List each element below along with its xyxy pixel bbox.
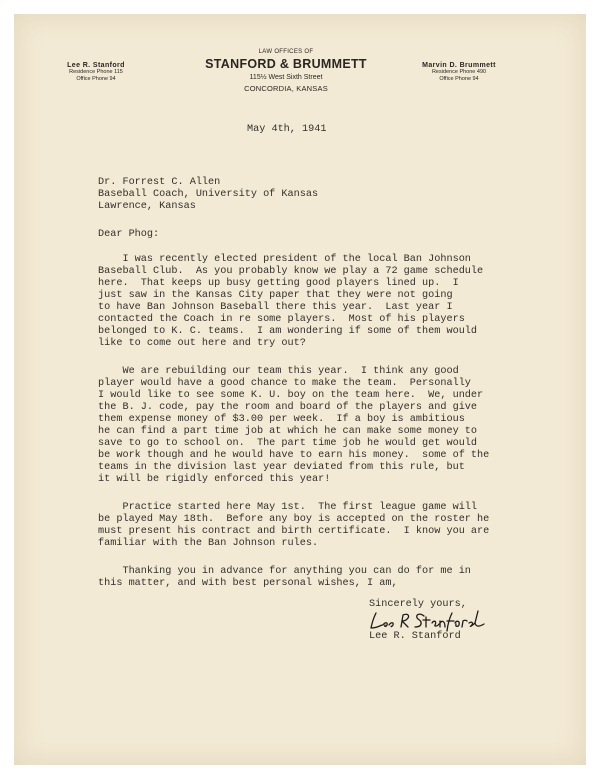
closing: Sincerely yours,: [369, 599, 467, 610]
body-line: teams in the division last year deviated from this rule, but: [98, 462, 465, 473]
body-line: familiar with the Ban Johnson rules.: [98, 538, 319, 549]
body-line: it will be rigidly enforced this year!: [98, 474, 331, 485]
body-line: here. That keeps up busy getting good players lined up. I: [98, 278, 459, 289]
body-line: them expense money of $3.00 per week. If a boy is ambitious: [98, 414, 465, 425]
body-line: must present his contract and birth certificate. I know you are: [98, 526, 490, 537]
firm-city: CONCORDIA, KANSAS: [244, 84, 328, 93]
body-line: save to go to school on. The part time job he would get would: [98, 438, 478, 449]
body-line: Baseball Club. As you probably know we play a 72 game schedule: [98, 266, 484, 277]
body-line: I was recently elected president of the local Ban Johnson: [98, 254, 471, 265]
law-offices-label: LAW OFFICES OF: [258, 49, 314, 55]
body-line: We are rebuilding our team this year. I think any good: [98, 366, 459, 377]
letterhead-left: [46, 62, 146, 83]
body-line: like to come out here and try out?: [98, 338, 306, 349]
body-line: he can find a part time job at which he can make some money to: [98, 426, 478, 437]
residence-phone-left: Residence Phone 115: [69, 69, 123, 75]
body-line: I would like to see some K. U. boy on the team here. We, under: [98, 390, 484, 401]
body-line: belonged to K. C. teams. I am wondering if some of them would: [98, 326, 478, 337]
office-phone-left: Office Phone 94: [76, 76, 116, 82]
firm-name: STANFORD & BRUMMETT: [205, 57, 367, 71]
letterhead-right: [404, 62, 514, 83]
residence-phone-right: Residence Phone 490: [431, 69, 487, 75]
body-line: just saw in the Kansas City paper that they were not going: [98, 290, 453, 301]
body-line: Thanking you in advance for anything you can do for me in: [98, 566, 471, 577]
body-line: contacted the Coach in re some players. Most of his players: [98, 314, 465, 325]
body-line: be work though and he would have to earn his money. some of the: [98, 450, 490, 461]
partner-name-right: Marvin D. Brummett: [422, 62, 496, 69]
body-line: this matter, and with best personal wishes, I am,: [98, 578, 398, 589]
body-line: be played May 18th. Before any boy is accepted on the roster he: [98, 514, 490, 525]
firm-address: 115½ West Sixth Street: [249, 74, 323, 81]
typed-signature-name: Lee R. Stanford: [369, 631, 461, 642]
letterhead-center: [186, 49, 386, 93]
recipient-line: Baseball Coach, University of Kansas: [98, 189, 319, 200]
body-line: the B. J. code, pay the room and board of the players and give: [98, 402, 478, 413]
partner-name-left: Lee R. Stanford: [67, 62, 125, 69]
body-line: player would have a good chance to make the team. Personally: [98, 378, 471, 389]
recipient-line: Lawrence, Kansas: [98, 201, 196, 212]
body-line: Practice started here May 1st. The first league game will: [98, 502, 478, 513]
recipient-line: Dr. Forrest C. Allen: [98, 177, 221, 188]
letter-date: May 4th, 1941: [247, 124, 327, 135]
body-line: to have Ban Johnson Baseball there this year. Last year I: [98, 302, 453, 313]
office-phone-right: Office Phone 94: [439, 76, 479, 82]
salutation: Dear Phog:: [98, 229, 160, 240]
